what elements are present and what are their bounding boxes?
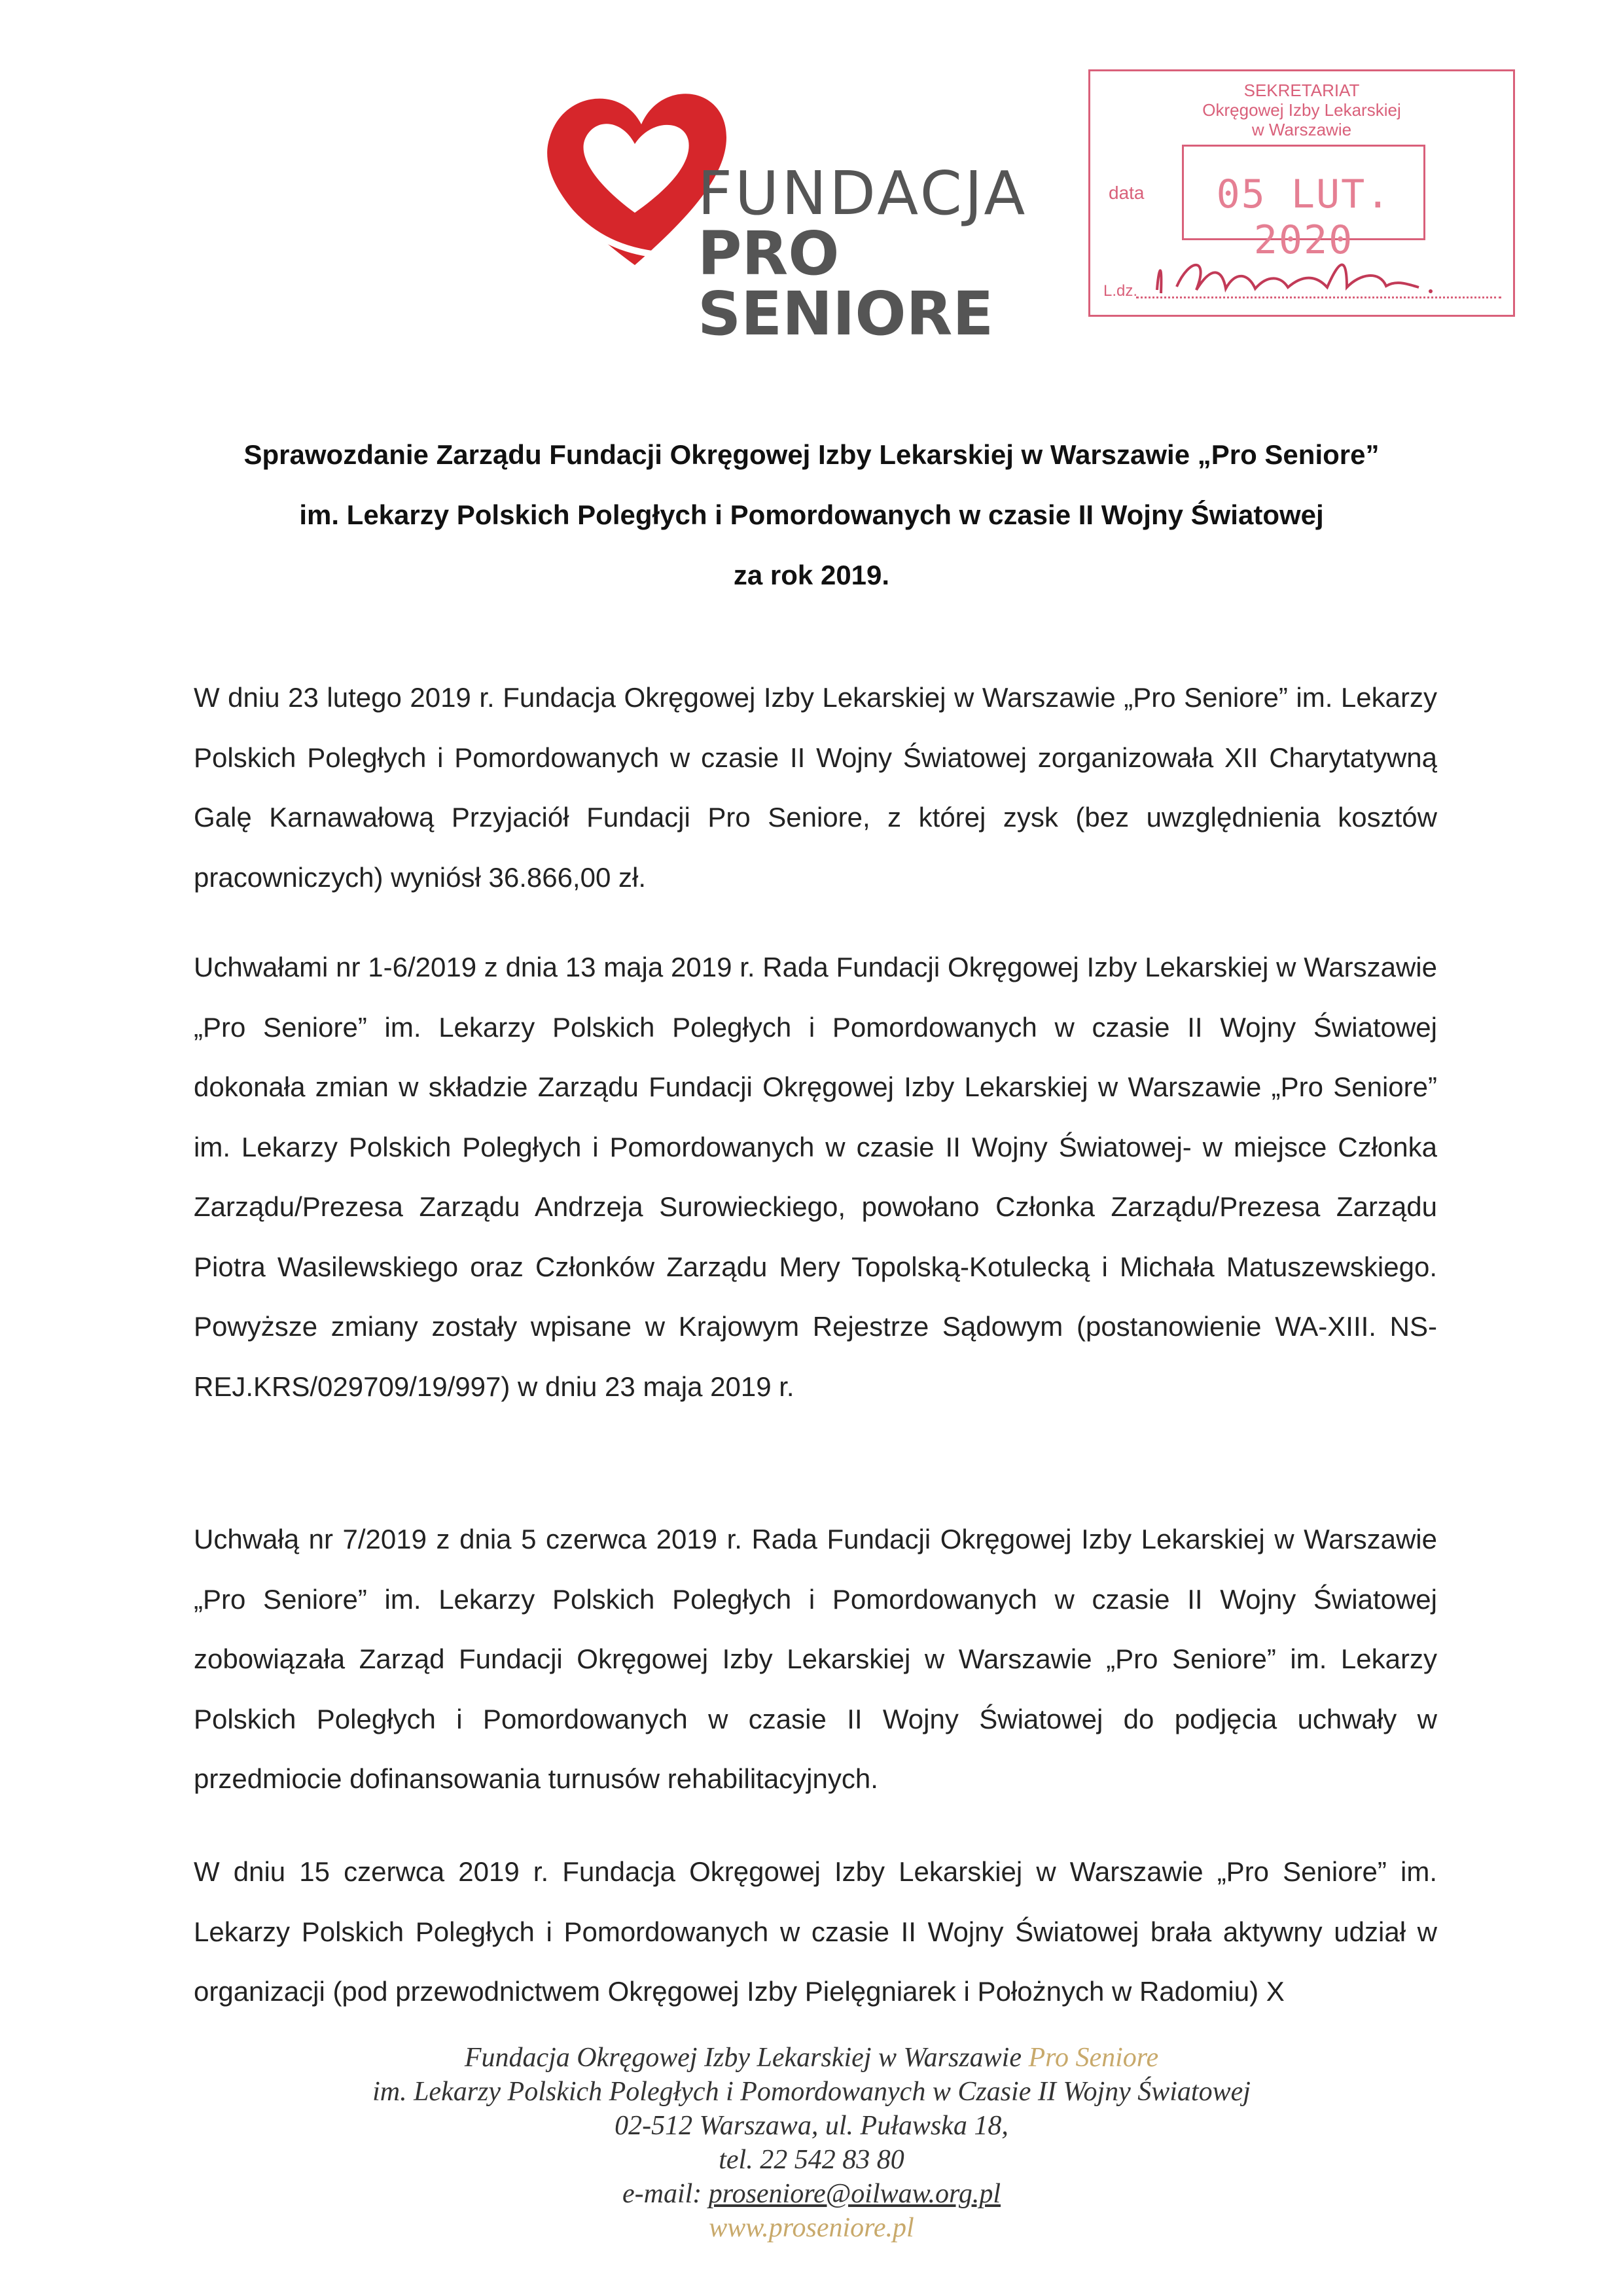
footer-email-line — [0, 2177, 1623, 2211]
handwritten-signature — [1150, 244, 1438, 303]
footer-name-text: Fundacja Okręgowej Izby Lekarskiej w Warszawie — [464, 2043, 1022, 2073]
footer-patron: im. Lekarzy Polskich Poległych i Pomordowanych w Czasie II Wojny Światowej — [372, 2077, 1251, 2107]
footer-foundation-name — [0, 2041, 1623, 2075]
paragraph-organization: W dniu 15 czerwca 2019 r. Fundacja Okręgowej Izby Lekarskiej w Warszawie „Pro Seniore” im. Lekarzy Polskich Poległych i Pomordowanych w czasie II Wojny Światowej brała aktywny udział w organizacji (pod przewodnictwem Okręgowej Izby Pielęgniarek i Położnych w Radomiu) X — [194, 1856, 1437, 2007]
footer-email-link[interactable]: proseniore@oilwaw.org.pl — [708, 2179, 1001, 2209]
stamp-ldz-label: L.dz. — [1103, 282, 1138, 300]
foundation-logo — [537, 79, 1099, 349]
stamp-chamber: Okręgowej Izby Lekarskiej — [1202, 100, 1401, 120]
stamp-secretariat: SEKRETARIAT — [1243, 81, 1360, 100]
footer-email-label: e-mail: — [622, 2179, 702, 2209]
registry-stamp — [1088, 69, 1515, 317]
footer-website-link[interactable]: www.proseniore.pl — [709, 2213, 914, 2243]
logo-text-pro-seniore: PRO SENIORE — [698, 219, 994, 349]
report-title-line-1: Sprawozdanie Zarządu Fundacji Okręgowej Izby Lekarskiej w Warszawie „Pro Seniore” — [243, 439, 1380, 470]
stamp-date-label: data — [1109, 183, 1145, 203]
logo-text-fundacja: FUNDACJA — [698, 158, 1028, 228]
paragraph-board-changes: Uchwałami nr 1-6/2019 z dnia 13 maja 2019 r. Rada Fundacji Okręgowej Izby Lekarskiej w Warszawie „Pro Seniore” im. Lekarzy Polskich Poległych i Pomordowanych w czasie II Wojny Światowej dokonała zmian w składzie Zarządu Fundacji Okręgowej Izby Lekarskiej w Warszawie „Pro Seniore” im. Lekarzy Polskich Poległych i Pomordowanych w czasie II Wojny Światowej- w miejsce Członka Zarządu/Prezesa Zarządu Andrzeja Surowieckiego, powołano Członka Zarządu/Prezesa Zarządu Piotra Wasilewskiego oraz Członków Zarządu Mery Topolską-Kotulecką i Michała Matuszewskiego. Powyższe zmiany zostały wpisane w Krajowym Rejestrze Sądowym (postanowienie WA-XIII. NS-REJ.KRS/029709/19/997) w dniu 23 maja 2019 r. — [194, 952, 1437, 1402]
stamp-date-box — [1182, 145, 1425, 263]
footer-phone: tel. 22 542 83 80 — [719, 2145, 904, 2175]
stamp-date-value: 05 LUT. 2020 — [1216, 171, 1391, 263]
paragraph-rehabilitation: Uchwałą nr 7/2019 z dnia 5 czerwca 2019 r. Rada Fundacji Okręgowej Izby Lekarskiej w Warszawie „Pro Seniore” im. Lekarzy Polskich Poległych i Pomordowanych w czasie II Wojny Światowej zobowiązała Zarząd Fundacji Okręgowej Izby Lekarskiej w Warszawie „Pro Seniore” im. Lekarzy Polskich Poległych i Pomordowanych w czasie II Wojny Światowej do podjęcia uchwały w przedmiocie dofinansowania turnusów rehabilitacyjnych. — [194, 1524, 1437, 1794]
paragraph-gala: W dniu 23 lutego 2019 r. Fundacja Okręgowej Izby Lekarskiej w Warszawie „Pro Seniore” im. Lekarzy Polskich Poległych i Pomordowanych w czasie II Wojny Światowej zorganizowała XII Charytatywną Galę Karnawałową Przyjaciół Fundacji Pro Seniore, z której zysk (bez uwzględnienia kosztów pracowniczych) wyniósł 36.866,00 zł. — [194, 682, 1437, 893]
report-title-line-3: za rok 2019. — [733, 560, 890, 590]
report-title-line-2: im. Lekarzy Polskich Poległych i Pomordowanych w czasie II Wojny Światowej — [299, 499, 1324, 530]
footer-name-gold: Pro Seniore — [1028, 2043, 1159, 2073]
stamp-city: w Warszawie — [1251, 120, 1352, 139]
footer-address: 02-512 Warszawa, ul. Puławska 18, — [615, 2111, 1008, 2141]
